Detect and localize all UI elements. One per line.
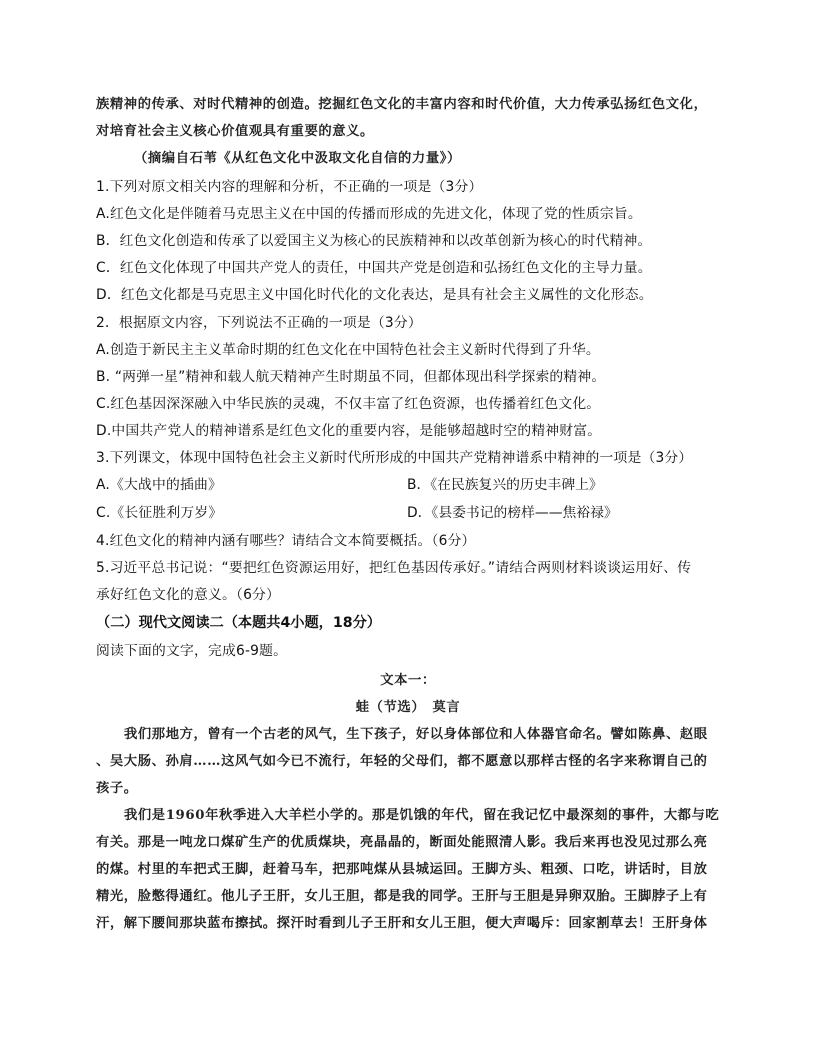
section-heading: （二）现代文阅读二（本题共4小题，18分） xyxy=(96,615,381,631)
question-2-stem: 2．根据原文内容，下列说法不正确的一项是（3分） xyxy=(96,315,422,331)
question-1-stem: 1.下列对原文相关内容的理解和分析，不正确的一项是（3分） xyxy=(96,179,483,195)
story-line: 汗，解下腰间那块蓝布擦拭。探汗时看到儿子王肝和女儿王胆，便大声喝斥：回家割草去！王肝身体 xyxy=(96,916,708,931)
question-3-stem: 3.下列课文，体现中国特色社会主义新时代所形成的中国共产党精神谱系中精神的一项是（3分） xyxy=(96,450,693,466)
question-2-option-d: D.中国共产党人的精神谱系是红色文化的重要内容，是能够超越时空的精神财富。 xyxy=(96,423,602,439)
story-line: 有关。那是一吨龙口煤矿生产的优质煤块，亮晶晶的，断面处能照清人影。我后来再也没见过那么亮 xyxy=(96,835,708,850)
question-5-line: 5.习近平总书记说：“要把红色资源运用好，把红色基因传承好。”请结合两则材料谈谈运用好、传 xyxy=(96,560,692,576)
story-line: 精光，脸憋得通红。他儿子王肝，女儿王胆，都是我的同学。王肝与王胆是异卵双胎。王脚脖子上有 xyxy=(96,889,708,904)
question-4-stem: 4.红色文化的精神内涵有哪些？请结合文本简要概括。（6分） xyxy=(96,533,476,549)
question-3-option-a: A.《大战中的插曲》 xyxy=(96,477,222,493)
source-citation: （摘编自石苇《从红色文化中汲取文化自信的力量》） xyxy=(134,151,461,166)
story-line: 我们是1960年秋季进入大羊栏小学的。那是饥饿的年代，留在我记忆中最深刻的事件，大都与吃 xyxy=(124,808,720,823)
story-line: 我们那地方，曾有一个古老的风气，生下孩子，好以身体部位和人体器官命名。譬如陈鼻、赵眼 xyxy=(124,727,708,742)
question-1-option-a: A.红色文化是伴随着马克思主义在中国的传播而形成的先进文化，体现了党的性质宗旨。 xyxy=(96,206,642,222)
question-5-line: 承好红色文化的意义。（6分） xyxy=(96,587,281,603)
question-3-option-d: D．《县委书记的榜样——焦裕禄》 xyxy=(407,505,618,521)
question-2-option-a: A.创造于新民主主义革命时期的红色文化在中国特色社会主义新时代得到了升华。 xyxy=(96,342,600,358)
passage-line: 族精神的传承、对时代精神的创造。挖掘红色文化的丰富内容和时代价值，大力传承弘扬红色文化， xyxy=(96,97,708,112)
story-line: 、吴大肠、孙肩……这风气如今已不流行，年轻的父母们，都不愿意以那样古怪的名字来称谓自己的 xyxy=(96,754,708,769)
section-instruction: 阅读下面的文字，完成6-9题。 xyxy=(96,643,288,659)
text-label: 文本一： xyxy=(380,673,436,688)
passage-line: 对培育社会主义核心价值观具有重要的意义。 xyxy=(96,124,374,139)
story-title: 蛙（节选） 莫言 xyxy=(355,700,461,715)
question-2-option-b: B. “两弹一星”精神和载人航天精神产生时期虽不同，但都体现出科学探索的精神。 xyxy=(96,369,606,385)
story-line: 孩子。 xyxy=(96,781,138,796)
question-3-option-b: B．《在民族复兴的历史丰碑上》 xyxy=(407,477,603,493)
question-1-option-b: B．红色文化创造和传承了以爱国主义为核心的民族精神和以改革创新为核心的时代精神。 xyxy=(96,233,652,249)
question-2-option-c: C.红色基因深深融入中华民族的灵魂，不仅丰富了红色资源，也传播着红色文化。 xyxy=(96,396,601,412)
question-1-option-c: C．红色文化体现了中国共产党人的责任，中国共产党是创造和弘扬红色文化的主导力量。 xyxy=(96,260,652,276)
story-line: 的煤。村里的车把式王脚，赶着马车，把那吨煤从县城运回。王脚方头、粗颈、口吃，讲话时，目放 xyxy=(96,862,708,877)
question-3-option-c: C.《长征胜利万岁》 xyxy=(96,505,223,521)
question-1-option-d: D．红色文化都是马克思主义中国化时代化的文化表达，是具有社会主义属性的文化形态。 xyxy=(96,287,653,303)
